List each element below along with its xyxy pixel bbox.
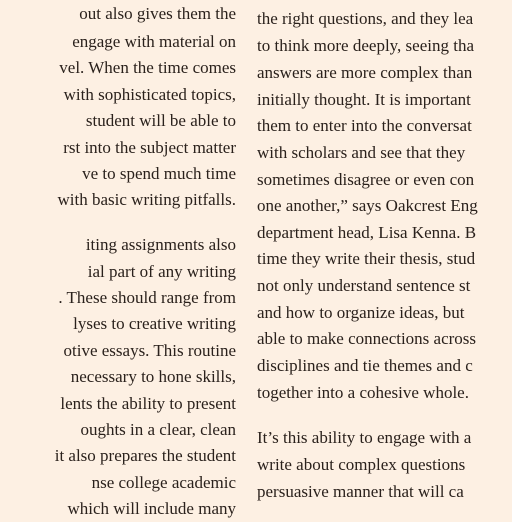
- text-line: not only understand sentence st: [257, 276, 471, 295]
- text-line: nse college academic: [91, 473, 236, 492]
- text-line: rst into the subject matter: [63, 138, 236, 157]
- text-line: otive essays. This routine: [63, 341, 236, 360]
- text-line: persuasive manner that will ca: [257, 482, 464, 501]
- text-line: which will include many: [67, 499, 236, 518]
- text-line: them to enter into the conversat: [257, 116, 472, 135]
- text-line: one another,” says Oakcrest Eng: [257, 196, 478, 215]
- text-line: answers are more complex than: [257, 63, 473, 82]
- text-line: with basic writing pitfalls.: [57, 190, 236, 209]
- text-line: iting assignments also: [85, 235, 236, 254]
- text-line: together into a cohesive whole.: [257, 383, 469, 402]
- text-line: oughts in a clear, clean: [80, 420, 236, 439]
- text-line: student will be able to: [85, 111, 236, 130]
- text-line: and how to organize ideas, but: [257, 303, 465, 322]
- text-line: the right questions, and they lea: [257, 9, 474, 28]
- text-line: initially thought. It is important: [257, 90, 471, 109]
- text-line: vel. When the time comes: [59, 58, 236, 77]
- text-line: sometimes disagree or even con: [257, 170, 475, 189]
- text-line: ial part of any writing: [87, 262, 236, 281]
- text-line: . These should range from: [58, 288, 236, 307]
- text-line: engage with material on: [72, 32, 236, 51]
- text-line: it also prepares the student: [54, 446, 236, 465]
- text-line: department head, Lisa Kenna. B: [257, 223, 477, 242]
- text-line: ve to spend much time: [82, 164, 236, 183]
- text-line: out also gives them the: [79, 4, 236, 23]
- text-line: disciplines and tie themes and c: [257, 356, 473, 375]
- text-line: lyses to creative writing: [73, 314, 236, 333]
- text-line: lents the ability to present: [60, 394, 236, 413]
- text-line: to think more deeply, seeing tha: [257, 36, 475, 55]
- text-line: necessary to hone skills,: [70, 367, 236, 386]
- text-line: with scholars and see that they: [257, 143, 466, 162]
- text-line: It’s this ability to engage with a: [257, 428, 472, 447]
- text-line: able to make connections across: [257, 329, 477, 348]
- text-line: with sophisticated topics,: [63, 85, 236, 104]
- text-line: write about complex questions: [257, 455, 466, 474]
- text-line: time they write their thesis, stud: [257, 249, 476, 268]
